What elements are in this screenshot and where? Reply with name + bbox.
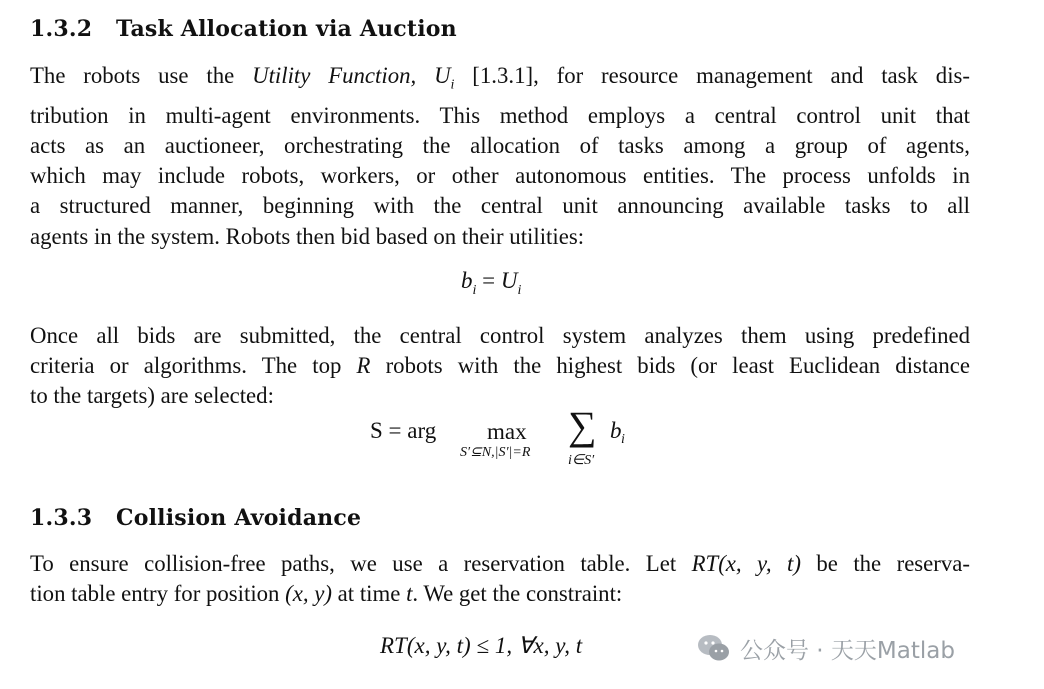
equation-constraint: RT(x, y, t) ≤ 1, ∀x, y, t	[380, 633, 583, 658]
text-line: criteria or algorithms. The top R robots with the highest bids (or least Euclidean distance	[30, 353, 970, 379]
section-title: Collision Avoidance	[116, 505, 362, 531]
section-heading-1-3-2	[30, 16, 457, 42]
watermark	[696, 630, 955, 666]
max-subscript: S′⊆N,|S′|=R	[460, 445, 531, 460]
paragraph-collision	[30, 549, 970, 609]
watermark-text: 公众号 · 天天Matlab	[740, 637, 955, 664]
section-heading-1-3-3	[30, 505, 361, 531]
wechat-icon	[696, 633, 732, 663]
equation-bid: $b_i = U_i$	[461, 268, 522, 298]
sum-subscript: i∈S′	[568, 453, 595, 468]
paragraph-bid-selection	[30, 321, 970, 412]
argmax-lhs: S = arg	[370, 418, 437, 443]
text-line: Once all bids are submitted, the central control system analyzes them using predefined	[30, 323, 970, 348]
text-line: The robots use the Utility Function, $U_i$ [1.3.1], for resource management and task dis-	[30, 63, 970, 93]
text-line: agents in the system. Robots then bid based on their utilities:	[30, 223, 585, 249]
sum-term: b	[610, 418, 622, 443]
text-line: tion table entry for position (x, y) at time t. We get the constraint:	[30, 581, 623, 607]
text-line: a structured manner, beginning with the central unit announcing available tasks to all	[30, 193, 970, 219]
section-number: 1.3.3	[30, 505, 93, 531]
text-line: which may include robots, workers, or other autonomous entities. The process unfolds in	[30, 163, 970, 189]
sum-term-subscript: i	[621, 432, 625, 447]
text-line: tribution in multi-agent environments. This method employs a central control unit that	[30, 102, 970, 128]
section-title: Task Allocation via Auction	[116, 16, 457, 42]
max-operator: max	[487, 419, 527, 444]
text-line: To ensure collision-free paths, we use a reservation table. Let RT(x, y, t) be the reserva-	[30, 551, 970, 576]
text-line: to the targets) are selected:	[30, 383, 274, 409]
section-number: 1.3.2	[30, 16, 93, 42]
sum-operator: ∑	[568, 403, 597, 448]
paragraph-task-allocation	[30, 61, 970, 252]
text-line: acts as an auctioneer, orchestrating the allocation of tasks among a group of agents,	[30, 132, 970, 158]
